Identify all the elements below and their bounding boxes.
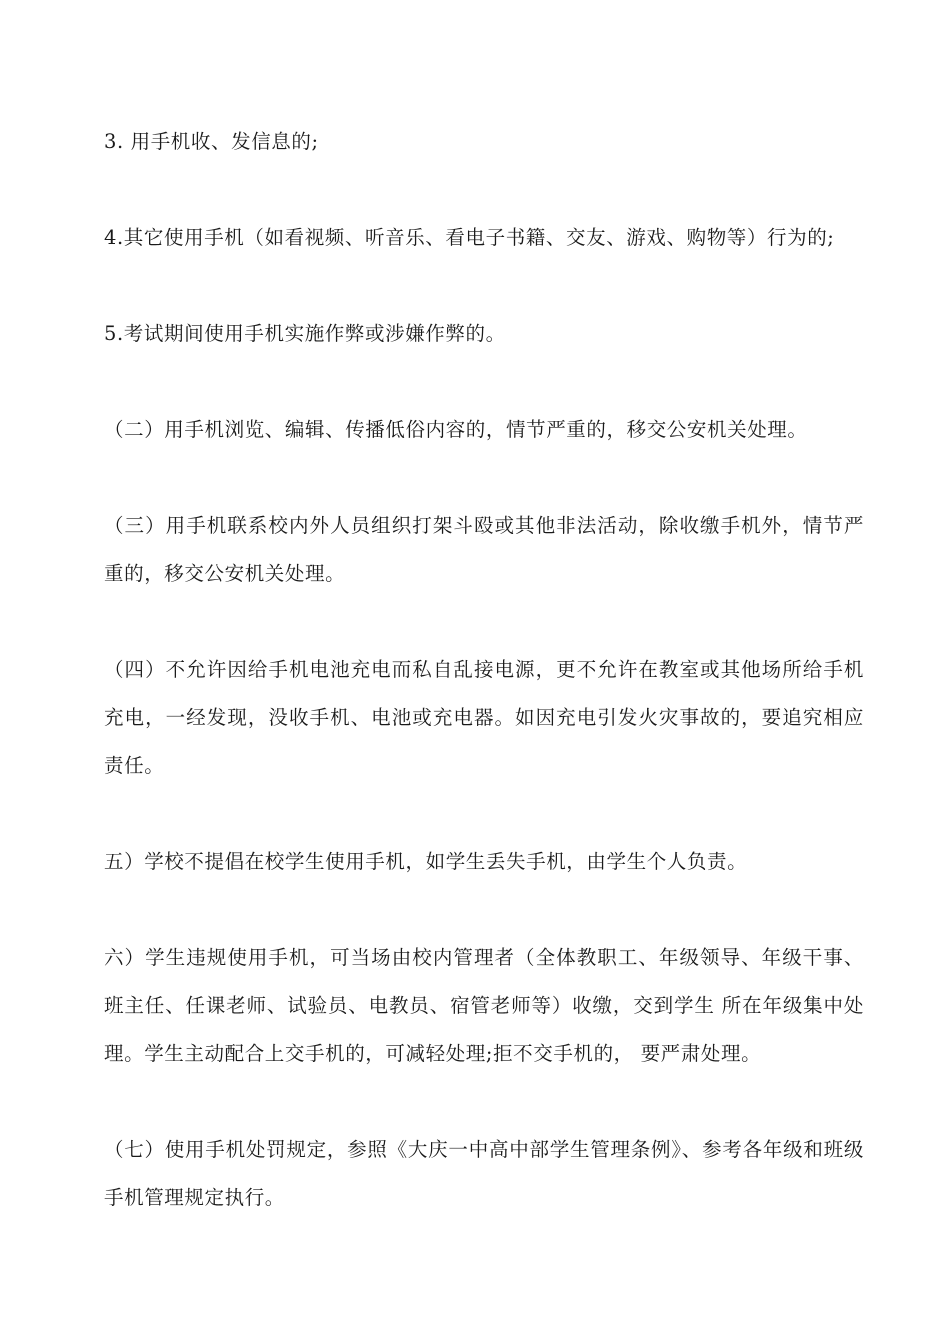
- paragraph-section-2: （二）用手机浏览、编辑、传播低俗内容的，情节严重的，移交公安机关处理。: [104, 418, 808, 441]
- paragraph-section-7: （七）使用手机处罚规定，参照《大庆一中高中部学生管理条例》、参考各年级和班级手机管理规定执行。: [104, 1138, 864, 1209]
- paragraph-item-4: 4.其它使用手机（如看视频、听音乐、看电子书籍、交友、游戏、购物等）行为的;: [104, 226, 835, 249]
- paragraph-item-3: 3. 用手机收、发信息的;: [104, 130, 319, 153]
- document-page: [104, 118, 864, 1270]
- paragraph-section-3: （三）用手机联系校内外人员组织打架斗殴或其他非法活动，除收缴手机外，情节严重的，移交公安机关处理。: [104, 514, 864, 585]
- paragraph-section-4: （四）不允许因给手机电池充电而私自乱接电源，更不允许在教室或其他场所给手机充电，一经发现，没收手机、电池或充电器。如因充电引发火灾事故的，要追究相应责任。: [104, 658, 864, 777]
- paragraph-item-5: 5.考试期间使用手机实施作弊或涉嫌作弊的。: [104, 322, 506, 345]
- paragraph-section-6: 六）学生违规使用手机，可当场由校内管理者（全体教职工、年级领导、年级干事、班主任、任课老师、试验员、电教员、宿管老师等）收缴，交到学生 所在年级集中处理。学生主动配合上交手机的，可减轻处理;拒不交手机的， 要严肃处理。: [104, 946, 864, 1065]
- paragraph-section-5: 五）学校不提倡在校学生使用手机，如学生丢失手机，由学生个人负责。: [104, 850, 748, 873]
